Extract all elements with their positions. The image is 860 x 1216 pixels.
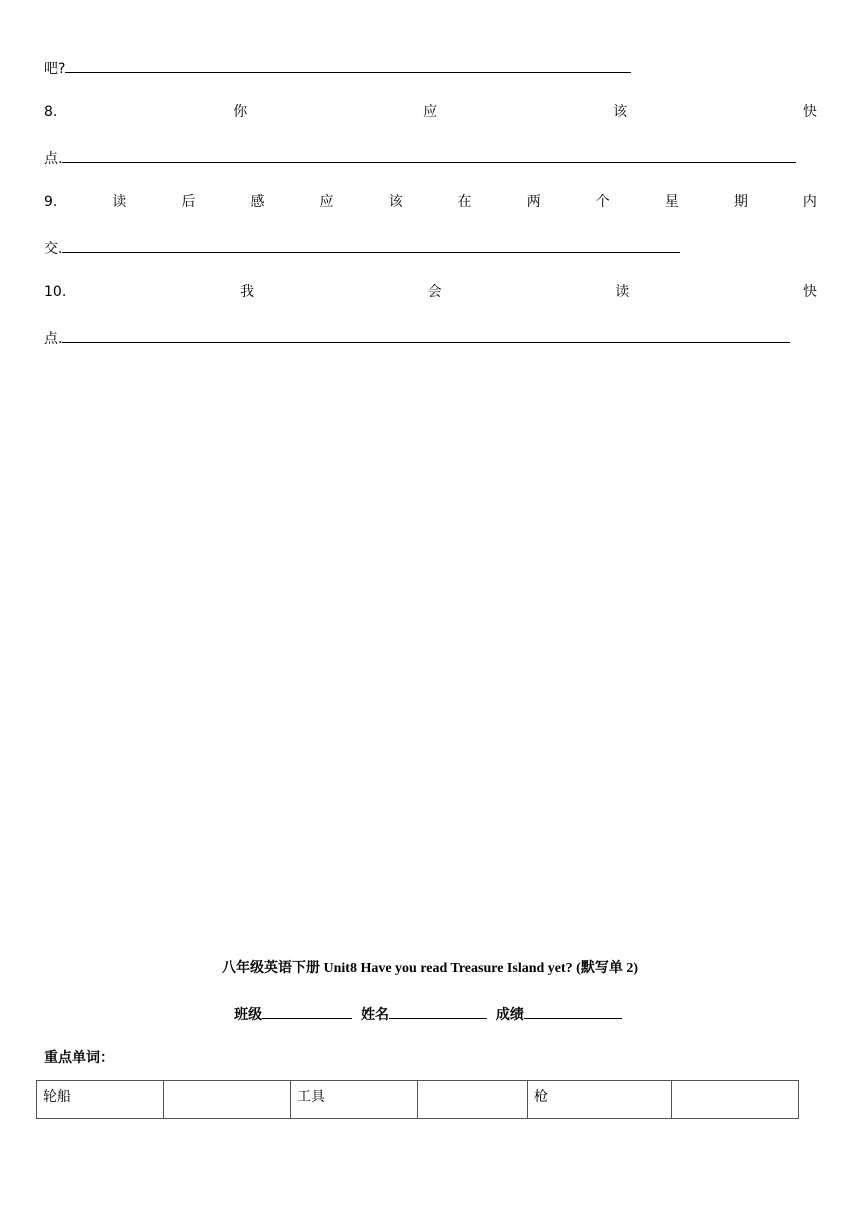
vocab-table [36, 1080, 799, 1119]
q10-prompt [44, 283, 817, 301]
title-cjk: 八年级英语下册 [222, 960, 320, 976]
class-label: 班级 [234, 1007, 263, 1023]
q8-char: 你 [233, 104, 248, 120]
q9-char: 期 [733, 194, 748, 210]
q9-char: 后 [181, 194, 196, 210]
q7-blank[interactable] [65, 58, 631, 73]
q9-prompt [44, 193, 817, 211]
worksheet-title [0, 959, 860, 978]
q8-blank[interactable] [62, 148, 796, 163]
q8-char: 该 [613, 104, 628, 120]
q9-number: 9. [44, 194, 58, 210]
q10-char: 读 [615, 284, 630, 300]
q9-char: 两 [526, 194, 541, 210]
name-label: 姓名 [361, 1007, 389, 1023]
score-field[interactable] [524, 1004, 622, 1019]
q10-number: 10. [44, 284, 67, 300]
q9-char: 内 [802, 194, 817, 210]
q10-tail-text: 点. [44, 331, 63, 347]
q9-char: 在 [457, 194, 472, 210]
q10-answer-line [44, 328, 790, 348]
section-heading: 重点单词： [44, 1050, 114, 1066]
vocab-prompt-cell: 枪 [528, 1081, 672, 1119]
name-field[interactable] [389, 1004, 487, 1019]
q8-char: 应 [423, 104, 438, 120]
q9-char: 读 [112, 194, 127, 210]
student-info-row [0, 1004, 860, 1024]
vocab-answer-cell[interactable] [672, 1081, 799, 1119]
q9-char: 该 [388, 194, 403, 210]
title-cjk-suffix: 默写单 [580, 960, 623, 976]
vocab-prompt-cell: 工具 [291, 1081, 418, 1119]
table-row [37, 1081, 799, 1119]
q8-answer-line [44, 148, 796, 168]
title-english: Unit8 Have you read Treasure Island yet? ( [320, 961, 581, 976]
q8-number: 8. [44, 104, 58, 120]
vocab-prompt-cell: 轮船 [37, 1081, 164, 1119]
vocab-answer-cell[interactable] [418, 1081, 528, 1119]
q8-tail-text: 点. [44, 151, 63, 167]
q8-prompt [44, 103, 817, 121]
score-label: 成绩 [495, 1007, 524, 1023]
q9-char: 星 [664, 194, 679, 210]
q10-char: 会 [427, 284, 442, 300]
q7-tail-text: 吧? [44, 61, 66, 77]
q9-char: 感 [250, 194, 265, 210]
q9-char: 应 [319, 194, 334, 210]
q9-char: 个 [595, 194, 610, 210]
class-field[interactable] [262, 1004, 352, 1019]
q10-blank[interactable] [62, 328, 790, 343]
title-end: 2) [622, 961, 638, 976]
q9-tail-text: 交. [44, 241, 63, 257]
q10-char: 我 [239, 284, 254, 300]
q9-answer-line [44, 238, 680, 258]
q8-char: 快 [802, 104, 817, 120]
q10-char: 快 [802, 284, 817, 300]
q7-answer-line [44, 58, 631, 78]
vocab-answer-cell[interactable] [164, 1081, 291, 1119]
q9-blank[interactable] [62, 238, 680, 253]
